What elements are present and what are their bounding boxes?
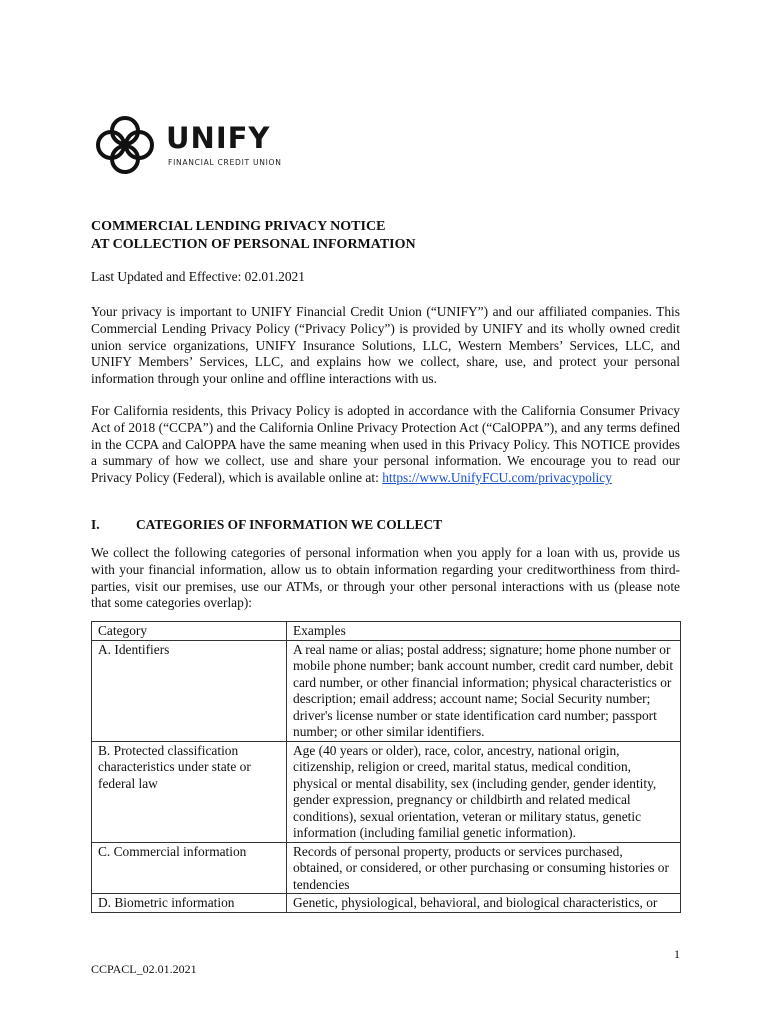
title-line-2: AT COLLECTION OF PERSONAL INFORMATION [91,237,416,252]
logo-subtitle: FINANCIAL CREDIT UNION [168,158,282,167]
intro-paragraph: Your privacy is important to UNIFY Financial Credit Union (“UNIFY”) and our affiliated companies. This Commercial Lending Privacy Policy (“Privacy Policy”) is provided by UNIFY and its wholly owned credit union service organizations, UNIFY Insurance Solutions, LLC, Western Members’ Services, LLC, and UNIFY Members’ Services, LLC, and explains how we collect, share, use, and protect your personal information through your online and offline interactions with us. [91,304,680,387]
notice-title [91,218,416,254]
collection-paragraph: We collect the following categories of personal information when you apply for a loan with us, provide us with your financial information, allow us to obtain information regarding your creditworthiness from third-parties, visit our premises, use our ATMs, or through your other personal interactions with us (please note that some categories overlap): [91,545,680,611]
section-title: CATEGORIES OF INFORMATION WE COLLECT [136,517,443,532]
header-examples: Examples [287,622,681,641]
page-number: 1 [674,947,680,961]
footer-code: CCPACL_02.01.2021 [91,962,197,976]
table-row [92,741,681,842]
logo-wordmark: UNIFY [166,121,271,155]
row-category: A. Identifiers [92,640,287,741]
privacy-policy-link[interactable]: https://www.UnifyFCU.com/privacypolicy [382,470,612,486]
row-category: D. Biometric information [92,894,287,913]
table-row [92,640,681,741]
categories-table [91,621,681,913]
row-examples: A real name or alias; postal address; signature; home phone number or mobile phone number; bank account number, credit card number, debit card number, or other financial information; physical characteristics or description; email address; account name; Social Security number; driver's license number or state identification card number; passport number; or other similar identifiers. [287,640,681,741]
row-examples: Genetic, physiological, behavioral, and biological characteristics, or [287,894,681,913]
row-examples: Records of personal property, products or services purchased, obtained, or considered, or other purchasing or consuming histories or tendencies [287,842,681,894]
header-category: Category [92,622,287,641]
row-examples: Age (40 years or older), race, color, ancestry, national origin, citizenship, religion or creed, marital status, medical condition, physical or mental disability, sex (including gender, gender identity, gender expression, pregnancy or childbirth and related medical conditions), sexual orientation, veteran or military status, genetic information (including familial genetic information). [287,741,681,842]
section-heading [91,517,442,533]
row-category: B. Protected classification characteristics under state or federal law [92,741,287,842]
unify-logo [92,112,292,182]
section-number: I. [91,517,100,532]
table-row [92,842,681,894]
california-paragraph-text: For California residents, this Privacy Policy is adopted in accordance with the California Consumer Privacy Act of 2018 (“CCPA”) and the California Online Privacy Protection Act (“CalOPPA”), and any terms defined in the CCPA and CalOPPA have the same meaning when used in this Privacy Policy. This NOTICE provides a summary of how we collect, use and share your personal information. We encourage you to read our Privacy Policy (Federal), which is available online at: [91,403,680,486]
unify-knot-icon [92,112,158,178]
last-updated: Last Updated and Effective: 02.01.2021 [91,269,305,284]
california-paragraph [91,403,680,487]
title-line-1: COMMERCIAL LENDING PRIVACY NOTICE [91,219,386,234]
row-category: C. Commercial information [92,842,287,894]
table-header-row [92,622,681,641]
table-row [92,894,681,913]
